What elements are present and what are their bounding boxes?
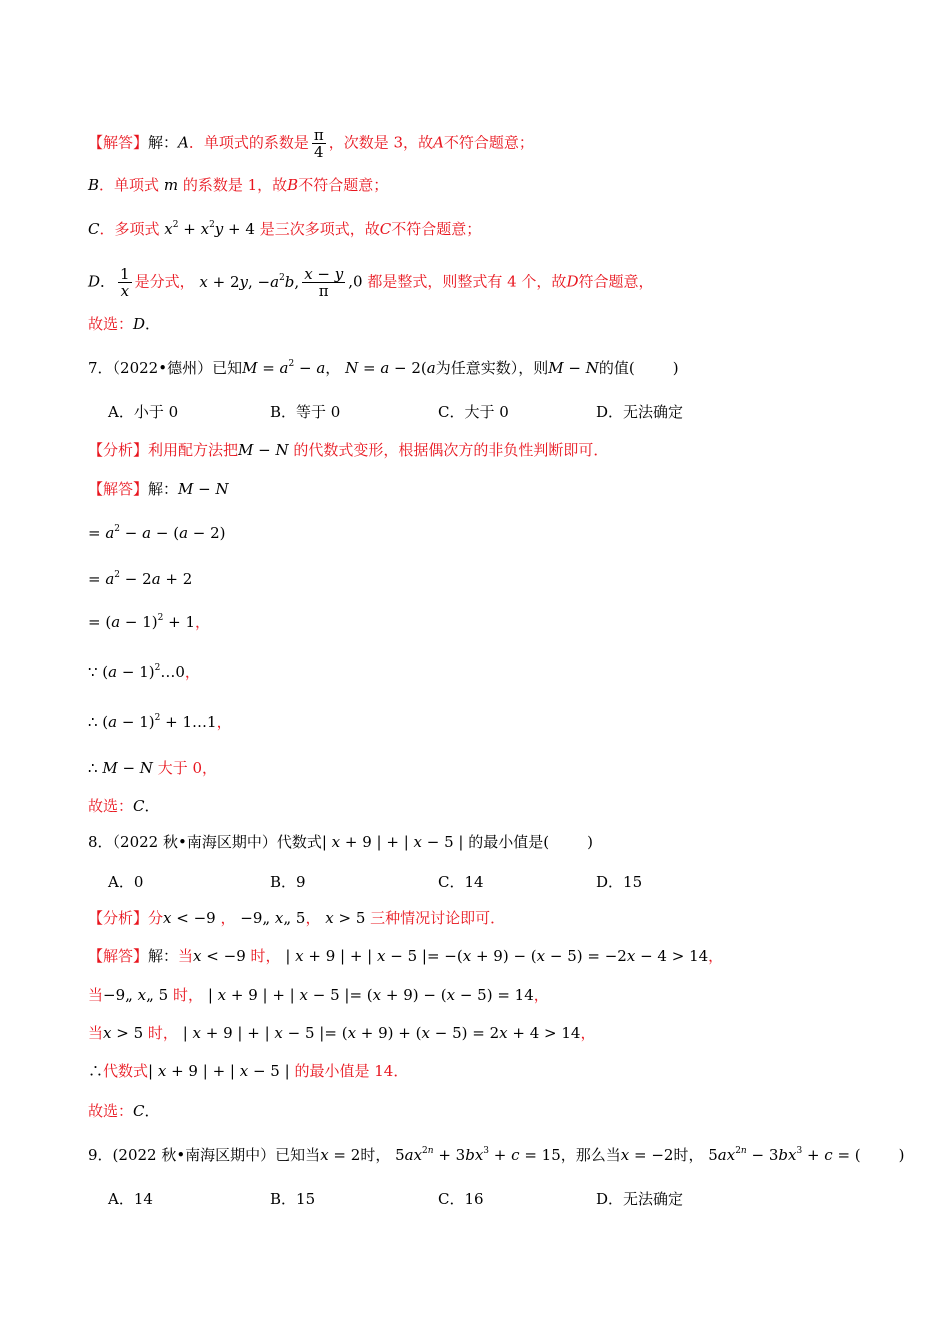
q7-step-6: ∴ M − N 大于 0， (88, 759, 217, 777)
q6-solution-d: D． $\frac{1}{x}$ 是分式， x + 2y, $-a^2b$, $\frac{x - y}{\pi}$ ,0 都是整式，则整式有 4 个，故D符合题意， (88, 265, 654, 300)
q9-option-c[interactable]: C．16 (438, 1190, 484, 1208)
x-minus-y-over-pi-fraction: $\frac{x - y}{\pi}$ (304, 265, 344, 300)
q7-step-4: ∵ $(a - 1)^2\dots 0$， (88, 663, 200, 681)
q8-analysis: 【分析】分x < −9 ， −9„ x„ 5， x > 5 三种情况讨论即可． (88, 909, 506, 927)
q7-step-5: ∴ $(a - 1)^2$ + 1…1， (88, 713, 232, 731)
q7-option-c[interactable]: C．大于 0 (438, 403, 509, 421)
q6-solution-b: B．单项式 m 的系数是 1，故B不符合题意； (88, 176, 389, 194)
q8-conclusion: ∴代数式| x + 9 | + | x − 5 | 的最小值是 14． (88, 1062, 409, 1080)
q8-case-3: 当x > 5 时， | x + 9 | + | x − 5 |= (x + 9) + (x − 5) = 2x + 4 > 14， (88, 1024, 596, 1042)
q8-case-2: 当−9„ x„ 5 时， | x + 9 | + | x − 5 |= (x + 9) − (x − 5) = 14， (88, 986, 549, 1004)
q7-stem: 7．（2022•德州）已知$M = a^2 - a$， N = a − 2(a为任意实数），则M − N的值( ) (88, 359, 679, 377)
q9-option-b[interactable]: B．15 (270, 1190, 316, 1208)
q7-solution: 【解答】解：M − N (88, 480, 229, 498)
q7-option-a[interactable]: A．小于 0 (108, 403, 179, 421)
q7-option-b[interactable]: B．等于 0 (270, 403, 341, 421)
text: ．单项式的系数是 (188, 133, 309, 152)
q8-choose: 故选：C． (88, 1102, 160, 1120)
q9-option-d[interactable]: D．无法确定 (596, 1190, 684, 1208)
q6-solution-a: 【解答】解：A．单项式的系数是 $\frac{\pi}{4}$ ，次数是 3，故A不符合题意； (88, 126, 534, 161)
q7-step-2: = $a^2 - 2a + 2$ (88, 570, 193, 588)
q9-option-a[interactable]: A．14 (108, 1190, 153, 1208)
q6-solution-c: C．多项式 $x^2 + x^2y + 4$ 是三次多项式，故C不符合题意； (88, 220, 482, 238)
q7-analysis: 【分析】利用配方法把M − N 的代数式变形，根据偶次方的非负性判断即可． (88, 441, 609, 459)
q6-choose: 故选：D． (88, 315, 161, 333)
q7-step-3: = $(a - 1)^2 + 1$， (88, 613, 211, 631)
q8-option-c[interactable]: C．14 (438, 873, 484, 891)
q8-option-b[interactable]: B．9 (270, 873, 306, 891)
q7-step-1: = $a^2 - a - (a - 2)$ (88, 524, 226, 542)
q7-option-d[interactable]: D．无法确定 (596, 403, 684, 421)
q8-option-a[interactable]: A．0 (108, 873, 144, 891)
q8-stem: 8．（2022 秋•南海区期中）代数式| x + 9 | + | x − 5 | 的最小值是( ) (88, 833, 593, 851)
one-over-x-fraction: $\frac{1}{x}$ (120, 265, 130, 300)
text: ，次数是 3，故 (328, 133, 434, 152)
q7-choose: 故选：C． (88, 797, 160, 815)
q8-case-1: 【解答】解：当x < −9 时， | x + 9 | + | x − 5 |= −(x + 9) − (x − 5) = −2x − 4 > 14， (88, 947, 724, 965)
jie-label: 解： (148, 133, 179, 152)
text: 不符合题意； (443, 133, 534, 152)
solution-tag: 【解答】 (88, 133, 149, 152)
q9-stem: 9．(2022 秋•南海区期中）已知当x = 2时， $5ax^{2n} + 3bx^3 + c = 15$，那么当x = −2时， $5ax^{2n} - 3bx^3 + c$ = ( ) (88, 1146, 905, 1164)
q8-option-d[interactable]: D．15 (596, 873, 643, 891)
pi-over-4-fraction: $\frac{\pi}{4}$ (313, 126, 324, 161)
